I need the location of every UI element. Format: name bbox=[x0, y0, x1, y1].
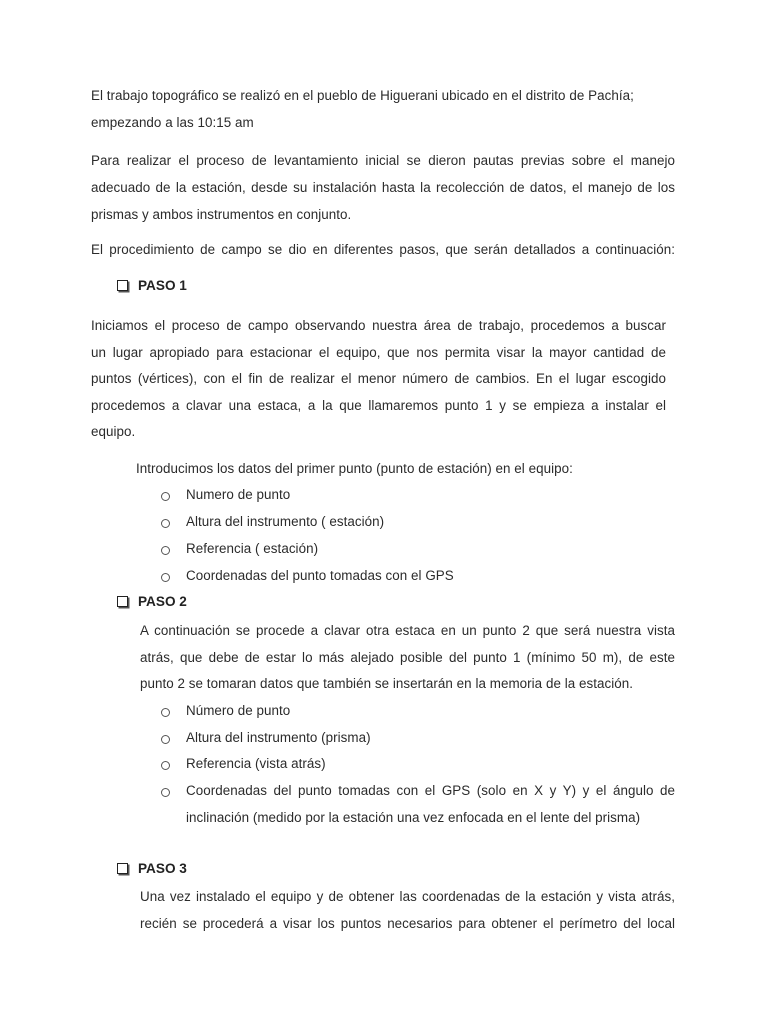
checkbox-icon bbox=[117, 280, 128, 291]
paso1-line-2: un lugar apropiado para estacionar el equipo, que nos permita visar la mayor cantidad de bbox=[91, 345, 666, 360]
paso3-line-1: Una vez instalado el equipo y de obtener las coordenadas de la estación y vista atrás, bbox=[140, 889, 675, 904]
intro-line-2: empezando a las 10:15 am bbox=[91, 115, 254, 130]
paso1-item-2: Altura del instrumento ( estación) bbox=[186, 514, 385, 529]
checkbox-icon bbox=[117, 596, 128, 607]
paso2-line-3: punto 2 se tomaran datos que también se insertarán en la memoria de la estación. bbox=[140, 676, 634, 691]
para1-line-3: prismas y ambos instrumentos en conjunto. bbox=[91, 207, 352, 222]
paso1-line-4: procedemos a clavar una estaca, a la que llamaremos punto 1 y se empieza a instalar el bbox=[91, 398, 666, 413]
paso2-item-2: Altura del instrumento (prisma) bbox=[186, 730, 371, 745]
para2-line-1: El procedimiento de campo se dio en diferentes pasos, que serán detallados a continuación: bbox=[91, 242, 675, 257]
paso2-line-1: A continuación se procede a clavar otra estaca en un punto 2 que será nuestra vista bbox=[140, 623, 675, 638]
paso1-title: PASO 1 bbox=[138, 278, 187, 293]
paso2-heading bbox=[117, 594, 187, 609]
bullet-icon bbox=[161, 735, 170, 744]
paso3-line-2: recién se procederá a visar los puntos necesarios para obtener el perímetro del local bbox=[140, 916, 675, 931]
bullet-icon bbox=[161, 761, 170, 770]
bullet-icon bbox=[161, 708, 170, 717]
paso2-title: PASO 2 bbox=[138, 594, 187, 609]
paso1-sub-intro: Introducimos los datos del primer punto (punto de estación) en el equipo: bbox=[136, 461, 573, 476]
paso1-line-1: Iniciamos el proceso de campo observando nuestra área de trabajo, procedemos a buscar bbox=[91, 318, 666, 333]
bullet-icon bbox=[161, 573, 170, 582]
paso2-line-2: atrás, que debe de estar lo más alejado posible del punto 1 (mínimo 50 m), de este bbox=[140, 650, 675, 665]
paso2-item-4-cont: inclinación (medido por la estación una vez enfocada en el lente del prisma) bbox=[186, 810, 641, 825]
para1-line-2: adecuado de la estación, desde su instalación hasta la recolección de datos, el manejo de los bbox=[91, 180, 675, 195]
bullet-icon bbox=[161, 492, 170, 501]
bullet-icon bbox=[161, 788, 170, 797]
paso3-heading bbox=[117, 861, 187, 876]
paso1-item-1: Numero de punto bbox=[186, 487, 291, 502]
paso2-item-4: Coordenadas del punto tomadas con el GPS (solo en X y Y) y el ángulo de bbox=[186, 783, 675, 798]
paso1-line-3: puntos (vértices), con el fin de realizar el menor número de cambios. En el lugar escogido bbox=[91, 371, 666, 386]
paso2-item-1: Número de punto bbox=[186, 703, 291, 718]
bullet-icon bbox=[161, 546, 170, 555]
paso1-line-5: equipo. bbox=[91, 424, 136, 439]
paso1-item-4: Coordenadas del punto tomadas con el GPS bbox=[186, 568, 454, 583]
bullet-icon bbox=[161, 519, 170, 528]
paso1-heading bbox=[117, 278, 187, 293]
checkbox-icon bbox=[117, 863, 128, 874]
para1-line-1: Para realizar el proceso de levantamiento inicial se dieron pautas previas sobre el manejo bbox=[91, 153, 675, 168]
paso1-item-3: Referencia ( estación) bbox=[186, 541, 319, 556]
paso3-title: PASO 3 bbox=[138, 861, 187, 876]
paso2-item-3: Referencia (vista atrás) bbox=[186, 756, 326, 771]
intro-line-1: El trabajo topográfico se realizó en el pueblo de Higuerani ubicado en el distrito de Pachía; bbox=[91, 88, 634, 103]
